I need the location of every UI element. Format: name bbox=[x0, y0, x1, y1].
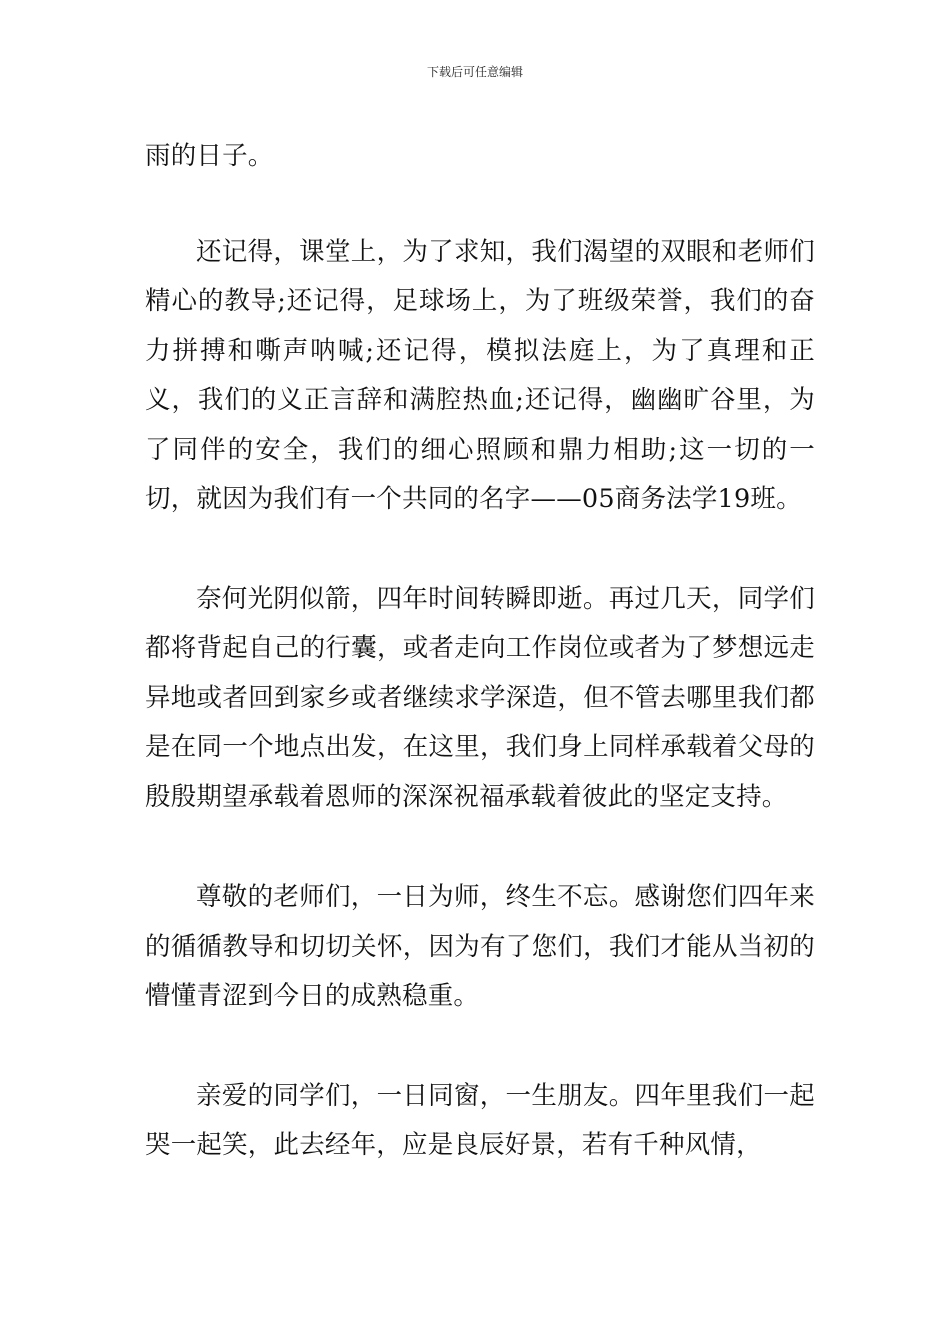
paragraph-4: 尊敬的老师们，一日为师，终生不忘。感谢您们四年来的循循教导和切切关怀，因为有了您们，我们才能从当初的懵懂青涩到今日的成熟稳重。 bbox=[145, 882, 815, 1011]
paragraph-1: 雨的日子。 bbox=[145, 141, 274, 171]
page-header-note: 下载后可任意编辑 bbox=[426, 65, 523, 79]
paragraph-3: 奈何光阴似箭，四年时间转瞬即逝。再过几天，同学们都将背起自己的行囊，或者走向工作岗位或者为了梦想远走异地或者回到家乡或者继续求学深造，但不管去哪里我们都是在同一个地点出发，在这里，我们身上同样承载着父母的殷殷期望承载着恩师的深深祝福承载着彼此的坚定支持。 bbox=[145, 583, 815, 812]
paragraph-5: 亲爱的同学们，一日同窗，一生朋友。四年里我们一起哭一起笑，此去经年，应是良辰好景，若有千种风情， bbox=[145, 1080, 815, 1160]
document-body bbox=[145, 132, 815, 1171]
paragraph-2: 还记得，课堂上，为了求知，我们渴望的双眼和老师们精心的教导;还记得，足球场上，为了班级荣誉，我们的奋力拼搏和嘶声呐喊;还记得，模拟法庭上，为了真理和正义，我们的义正言辞和满腔热血;还记得，幽幽旷谷里，为了同伴的安全，我们的细心照顾和鼎力相助;这一切的一切，就因为我们有一个共同的名字——05商务法学19班。 bbox=[145, 236, 815, 514]
